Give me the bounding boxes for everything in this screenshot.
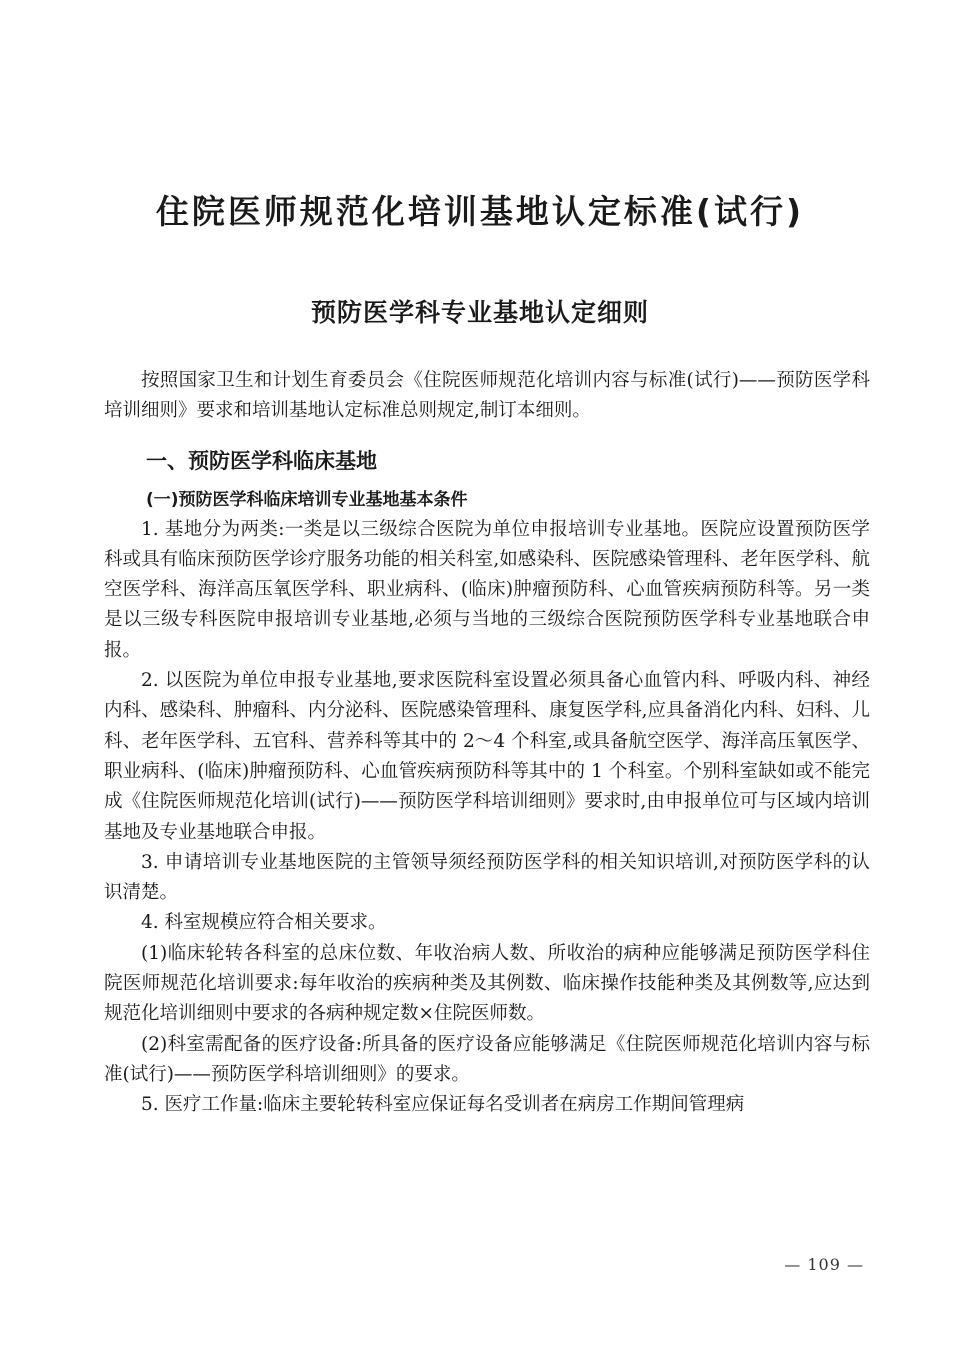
document-title: 住院医师规范化培训基地认定标准(试行) [155, 192, 805, 231]
page-number: — 109 — [784, 1255, 864, 1274]
paragraph-item-3: 3. 申请培训专业基地医院的主管领导须经预防医学科的相关知识培训,对预防医学科的认识清楚。 [104, 851, 870, 904]
paragraph-item-5: 5. 医疗工作量:临床主要轮转科室应保证每名受训者在病房工作期间管理病 [141, 1094, 745, 1116]
document-subtitle: 预防医学科专业基地认定细则 [310, 298, 649, 327]
paragraph-item-4: 4. 科室规模应符合相关要求。 [141, 912, 387, 934]
intro-paragraph: 按照国家卫生和计划生育委员会《住院医师规范化培训内容与标准(试行)——预防医学科培训细则》要求和培训基地认定标准总则规定,制订本细则。 [104, 370, 870, 422]
paragraph-item-4-1: (1)临床轮转各科室的总床位数、年收治病人数、所收治的病种应能够满足预防医学科住院医师规范化培训要求:每年收治的疾病种类及其例数、临床操作技能种类及其例数等,应达到规范化培训细则中要求的各病种规定数×住院医师数。 [104, 942, 870, 1025]
subsection-heading: (一)预防医学科临床培训专业基地基本条件 [146, 489, 468, 510]
paragraph-item-2: 2. 以医院为单位申报专业基地,要求医院科室设置必须具备心血管内科、呼吸内科、神经内科、感染科、肿瘤科、内分泌科、医院感染管理科、康复医学科,应具备消化内科、妇科、儿科、老年医学科、五官科、营养科等其中的 2～4 个科室,或具备航空医学、海洋高压氧医学、职业病科、(临床)肿瘤预防科、心血管疾病预防科等其中的 1 个科室。个别科室缺如或不能完成《住院医师规范化培训(试行)——预防医学科培训细则》要求时,由申报单位可与区域内培训基地及专业基地联合申报。 [104, 670, 870, 843]
section-heading: 一、预防医学科临床基地 [146, 447, 377, 473]
paragraph-item-1: 1. 基地分为两类:一类是以三级综合医院为单位申报培训专业基地。医院应设置预防医学科或具有临床预防医学诊疗服务功能的相关科室,如感染科、医院感染管理科、老年医学科、航空医学科、海洋高压氧医学科、职业病科、(临床)肿瘤预防科、心血管疾病预防科等。另一类是以三级专科医院申报培训专业基地,必须与当地的三级综合医院预防医学科专业基地联合申报。 [104, 518, 870, 661]
paragraph-item-4-2: (2)科室需配备的医疗设备:所具备的医疗设备应能够满足《住院医师规范化培训内容与标准(试行)——预防医学科培训细则》的要求。 [104, 1033, 870, 1085]
document-body [104, 366, 870, 1121]
